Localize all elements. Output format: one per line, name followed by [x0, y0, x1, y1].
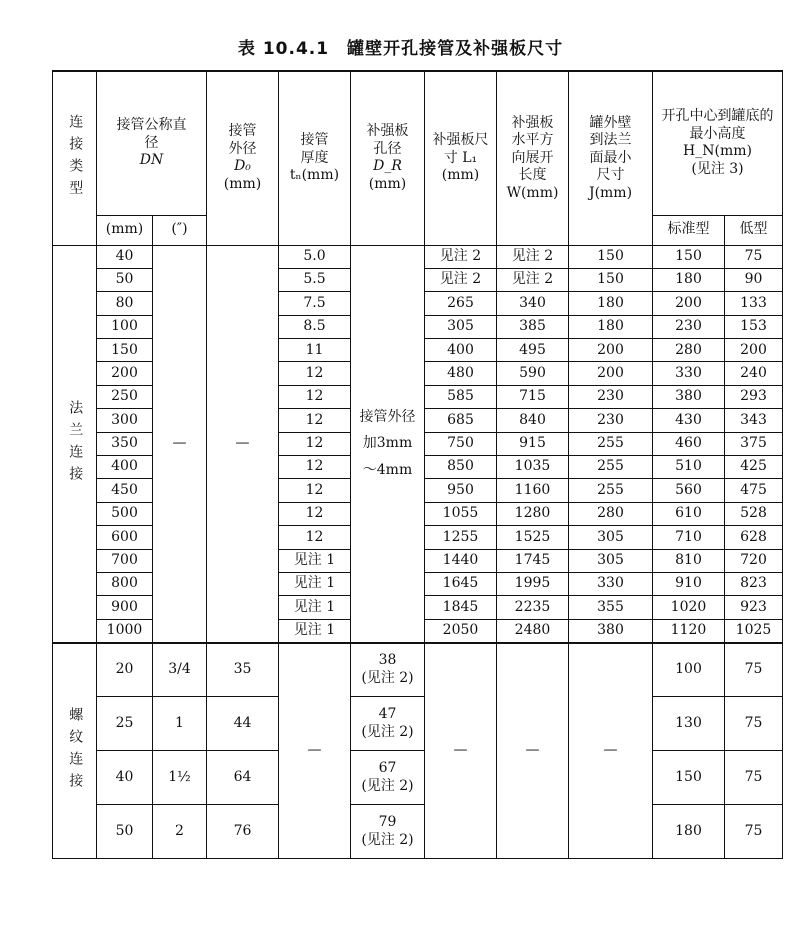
cell-hn-low: 75 — [725, 697, 783, 751]
cell-j: 230 — [569, 409, 653, 432]
cell-od: 76 — [207, 805, 279, 859]
cell-rp-width: 1035 — [497, 456, 569, 479]
header-rp-width: 补强板水平方向展开长度 W(mm) — [497, 71, 569, 245]
cell-hn-low: 75 — [725, 805, 783, 859]
cell-thickness: 12 — [279, 409, 351, 432]
table-row — [53, 697, 783, 751]
cell-thickness-dash: — — [279, 643, 351, 859]
cell-rp-hole: 67 (见注 2) — [351, 751, 425, 805]
cell-dn: 200 — [97, 362, 153, 385]
cell-rp-size: 850 — [425, 456, 497, 479]
cell-j: 180 — [569, 292, 653, 315]
table-row — [53, 245, 783, 268]
cell-rp-hole: 47 (见注 2) — [351, 697, 425, 751]
cell-inch: 1½ — [153, 751, 207, 805]
cell-rp-width: 340 — [497, 292, 569, 315]
cell-dn: 250 — [97, 385, 153, 408]
cell-rp-hole: 79 (见注 2) — [351, 805, 425, 859]
cell-hn-standard: 230 — [653, 315, 725, 338]
cell-dn: 400 — [97, 456, 153, 479]
cell-od: 64 — [207, 751, 279, 805]
cell-rp-width: 590 — [497, 362, 569, 385]
cell-hn-standard: 130 — [653, 697, 725, 751]
table-row — [53, 643, 783, 697]
cell-rp-size: 1845 — [425, 596, 497, 619]
cell-hn-standard: 100 — [653, 643, 725, 697]
cell-dn: 50 — [97, 805, 153, 859]
cell-hn-standard: 910 — [653, 572, 725, 595]
cell-rp-size: 2050 — [425, 619, 497, 642]
cell-dn: 20 — [97, 643, 153, 697]
cell-hn-standard: 380 — [653, 385, 725, 408]
cell-hn-standard: 460 — [653, 432, 725, 455]
cell-hn-low: 628 — [725, 526, 783, 549]
data-table — [52, 70, 783, 859]
cell-j: 200 — [569, 362, 653, 385]
cell-inch-dash: — — [153, 245, 207, 643]
cell-j-dash: — — [569, 643, 653, 859]
cell-thickness: 见注 1 — [279, 572, 351, 595]
cell-j: 280 — [569, 502, 653, 525]
cell-hn-low: 75 — [725, 245, 783, 268]
cell-hn-low: 923 — [725, 596, 783, 619]
cell-j: 380 — [569, 619, 653, 642]
cell-hn-low: 200 — [725, 339, 783, 362]
cell-rp-size: 480 — [425, 362, 497, 385]
cell-rp-size: 见注 2 — [425, 268, 497, 291]
cell-rp-width: 1525 — [497, 526, 569, 549]
cell-dn: 1000 — [97, 619, 153, 642]
cell-rp-size: 950 — [425, 479, 497, 502]
cell-hn-standard: 560 — [653, 479, 725, 502]
cell-rp-size: 265 — [425, 292, 497, 315]
cell-dn: 300 — [97, 409, 153, 432]
cell-dn: 40 — [97, 245, 153, 268]
cell-rp-size: 305 — [425, 315, 497, 338]
cell-od-dash: — — [207, 245, 279, 643]
cell-hn-standard: 280 — [653, 339, 725, 362]
table-title-text: 罐壁开孔接管及补强板尺寸 — [347, 39, 564, 59]
cell-rp-size: 1440 — [425, 549, 497, 572]
cell-rp-size: 400 — [425, 339, 497, 362]
cell-hn-standard: 1020 — [653, 596, 725, 619]
cell-j: 150 — [569, 268, 653, 291]
cell-rp-size: 585 — [425, 385, 497, 408]
cell-rp-size: 见注 2 — [425, 245, 497, 268]
cell-j: 230 — [569, 385, 653, 408]
cell-rp-width: 385 — [497, 315, 569, 338]
cell-rp-width: 2235 — [497, 596, 569, 619]
cell-hn-low: 720 — [725, 549, 783, 572]
cell-hn-low: 240 — [725, 362, 783, 385]
cell-od: 35 — [207, 643, 279, 697]
cell-rp-size: 750 — [425, 432, 497, 455]
cell-hn-low: 293 — [725, 385, 783, 408]
cell-j: 330 — [569, 572, 653, 595]
cell-hn-standard: 180 — [653, 268, 725, 291]
flange-type-label: 法兰连接 — [53, 245, 97, 643]
cell-hn-standard: 150 — [653, 751, 725, 805]
cell-hn-standard: 430 — [653, 409, 725, 432]
cell-thickness: 5.5 — [279, 268, 351, 291]
cell-rp-size: 1055 — [425, 502, 497, 525]
cell-j: 355 — [569, 596, 653, 619]
cell-j: 180 — [569, 315, 653, 338]
header-nominal: 接管公称直径 DN — [97, 71, 207, 215]
cell-hn-standard: 330 — [653, 362, 725, 385]
cell-rp-size-dash: — — [425, 643, 497, 859]
cell-j: 255 — [569, 479, 653, 502]
cell-rp-width: 1280 — [497, 502, 569, 525]
cell-dn: 700 — [97, 549, 153, 572]
cell-hn-low: 90 — [725, 268, 783, 291]
cell-rp-width: 1160 — [497, 479, 569, 502]
cell-hn-low: 823 — [725, 572, 783, 595]
cell-thickness: 见注 1 — [279, 596, 351, 619]
cell-rp-width: 715 — [497, 385, 569, 408]
cell-rp-width: 见注 2 — [497, 268, 569, 291]
cell-dn: 800 — [97, 572, 153, 595]
cell-rp-hole-text: 接管外径加3mm～4mm — [351, 245, 425, 643]
cell-thickness: 12 — [279, 502, 351, 525]
cell-hn-low: 475 — [725, 479, 783, 502]
cell-dn: 350 — [97, 432, 153, 455]
cell-hn-low: 133 — [725, 292, 783, 315]
cell-thickness: 8.5 — [279, 315, 351, 338]
cell-thickness: 见注 1 — [279, 549, 351, 572]
cell-rp-size: 685 — [425, 409, 497, 432]
cell-hn-low: 153 — [725, 315, 783, 338]
cell-rp-hole: 38 (见注 2) — [351, 643, 425, 697]
header-thickness: 接管厚度 tₙ(mm) — [279, 71, 351, 245]
cell-dn: 450 — [97, 479, 153, 502]
header-od: 接管外径 D₀ (mm) — [207, 71, 279, 245]
header-type: 连接类型 — [53, 71, 97, 245]
cell-dn: 50 — [97, 268, 153, 291]
cell-hn-low: 528 — [725, 502, 783, 525]
cell-hn-low: 375 — [725, 432, 783, 455]
cell-rp-width: 1745 — [497, 549, 569, 572]
cell-dn: 150 — [97, 339, 153, 362]
cell-hn-standard: 200 — [653, 292, 725, 315]
header-hn-standard: 标准型 — [653, 215, 725, 245]
cell-inch: 2 — [153, 805, 207, 859]
header-rp-size: 补强板尺寸 L₁ (mm) — [425, 71, 497, 245]
cell-inch: 3/4 — [153, 643, 207, 697]
cell-hn-low: 343 — [725, 409, 783, 432]
cell-thickness: 12 — [279, 526, 351, 549]
cell-hn-standard: 510 — [653, 456, 725, 479]
cell-dn: 500 — [97, 502, 153, 525]
cell-hn-standard: 180 — [653, 805, 725, 859]
cell-thickness: 12 — [279, 385, 351, 408]
cell-hn-low: 425 — [725, 456, 783, 479]
cell-j: 305 — [569, 549, 653, 572]
header-unit-inch: (″) — [153, 215, 207, 245]
cell-dn: 25 — [97, 697, 153, 751]
cell-rp-size: 1255 — [425, 526, 497, 549]
cell-thickness: 11 — [279, 339, 351, 362]
cell-inch: 1 — [153, 697, 207, 751]
header-unit-mm: (mm) — [97, 215, 153, 245]
cell-j: 305 — [569, 526, 653, 549]
cell-dn: 80 — [97, 292, 153, 315]
cell-dn: 600 — [97, 526, 153, 549]
cell-thickness: 12 — [279, 362, 351, 385]
cell-j: 200 — [569, 339, 653, 362]
header-hn-low: 低型 — [725, 215, 783, 245]
cell-rp-width: 840 — [497, 409, 569, 432]
thread-type-label: 螺纹连接 — [53, 643, 97, 859]
cell-thickness: 5.0 — [279, 245, 351, 268]
cell-thickness: 12 — [279, 432, 351, 455]
cell-hn-low: 75 — [725, 643, 783, 697]
cell-dn: 900 — [97, 596, 153, 619]
cell-rp-size: 1645 — [425, 572, 497, 595]
cell-thickness: 见注 1 — [279, 619, 351, 642]
cell-hn-standard: 810 — [653, 549, 725, 572]
cell-hn-standard: 610 — [653, 502, 725, 525]
cell-thickness: 12 — [279, 479, 351, 502]
table-number: 表 10.4.1 — [237, 39, 330, 59]
table-row — [53, 805, 783, 859]
cell-rp-width-dash: — — [497, 643, 569, 859]
cell-thickness: 12 — [279, 456, 351, 479]
cell-hn-standard: 150 — [653, 245, 725, 268]
cell-rp-width: 495 — [497, 339, 569, 362]
table-row — [53, 751, 783, 805]
cell-hn-standard: 710 — [653, 526, 725, 549]
cell-hn-low: 75 — [725, 751, 783, 805]
cell-rp-width: 见注 2 — [497, 245, 569, 268]
cell-rp-width: 2480 — [497, 619, 569, 642]
cell-dn: 40 — [97, 751, 153, 805]
cell-rp-width: 1995 — [497, 572, 569, 595]
cell-j: 255 — [569, 456, 653, 479]
header-j: 罐外壁到法兰面最小尺寸 J(mm) — [569, 71, 653, 245]
cell-thickness: 7.5 — [279, 292, 351, 315]
cell-hn-low: 1025 — [725, 619, 783, 642]
cell-hn-standard: 1120 — [653, 619, 725, 642]
cell-j: 255 — [569, 432, 653, 455]
cell-dn: 100 — [97, 315, 153, 338]
table-title — [0, 34, 801, 59]
cell-rp-width: 915 — [497, 432, 569, 455]
header-rp-hole: 补强板孔径 D_R (mm) — [351, 71, 425, 245]
cell-j: 150 — [569, 245, 653, 268]
cell-od: 44 — [207, 697, 279, 751]
header-hn: 开孔中心到罐底的最小高度 H_N(mm) (见注 3) — [653, 71, 783, 215]
